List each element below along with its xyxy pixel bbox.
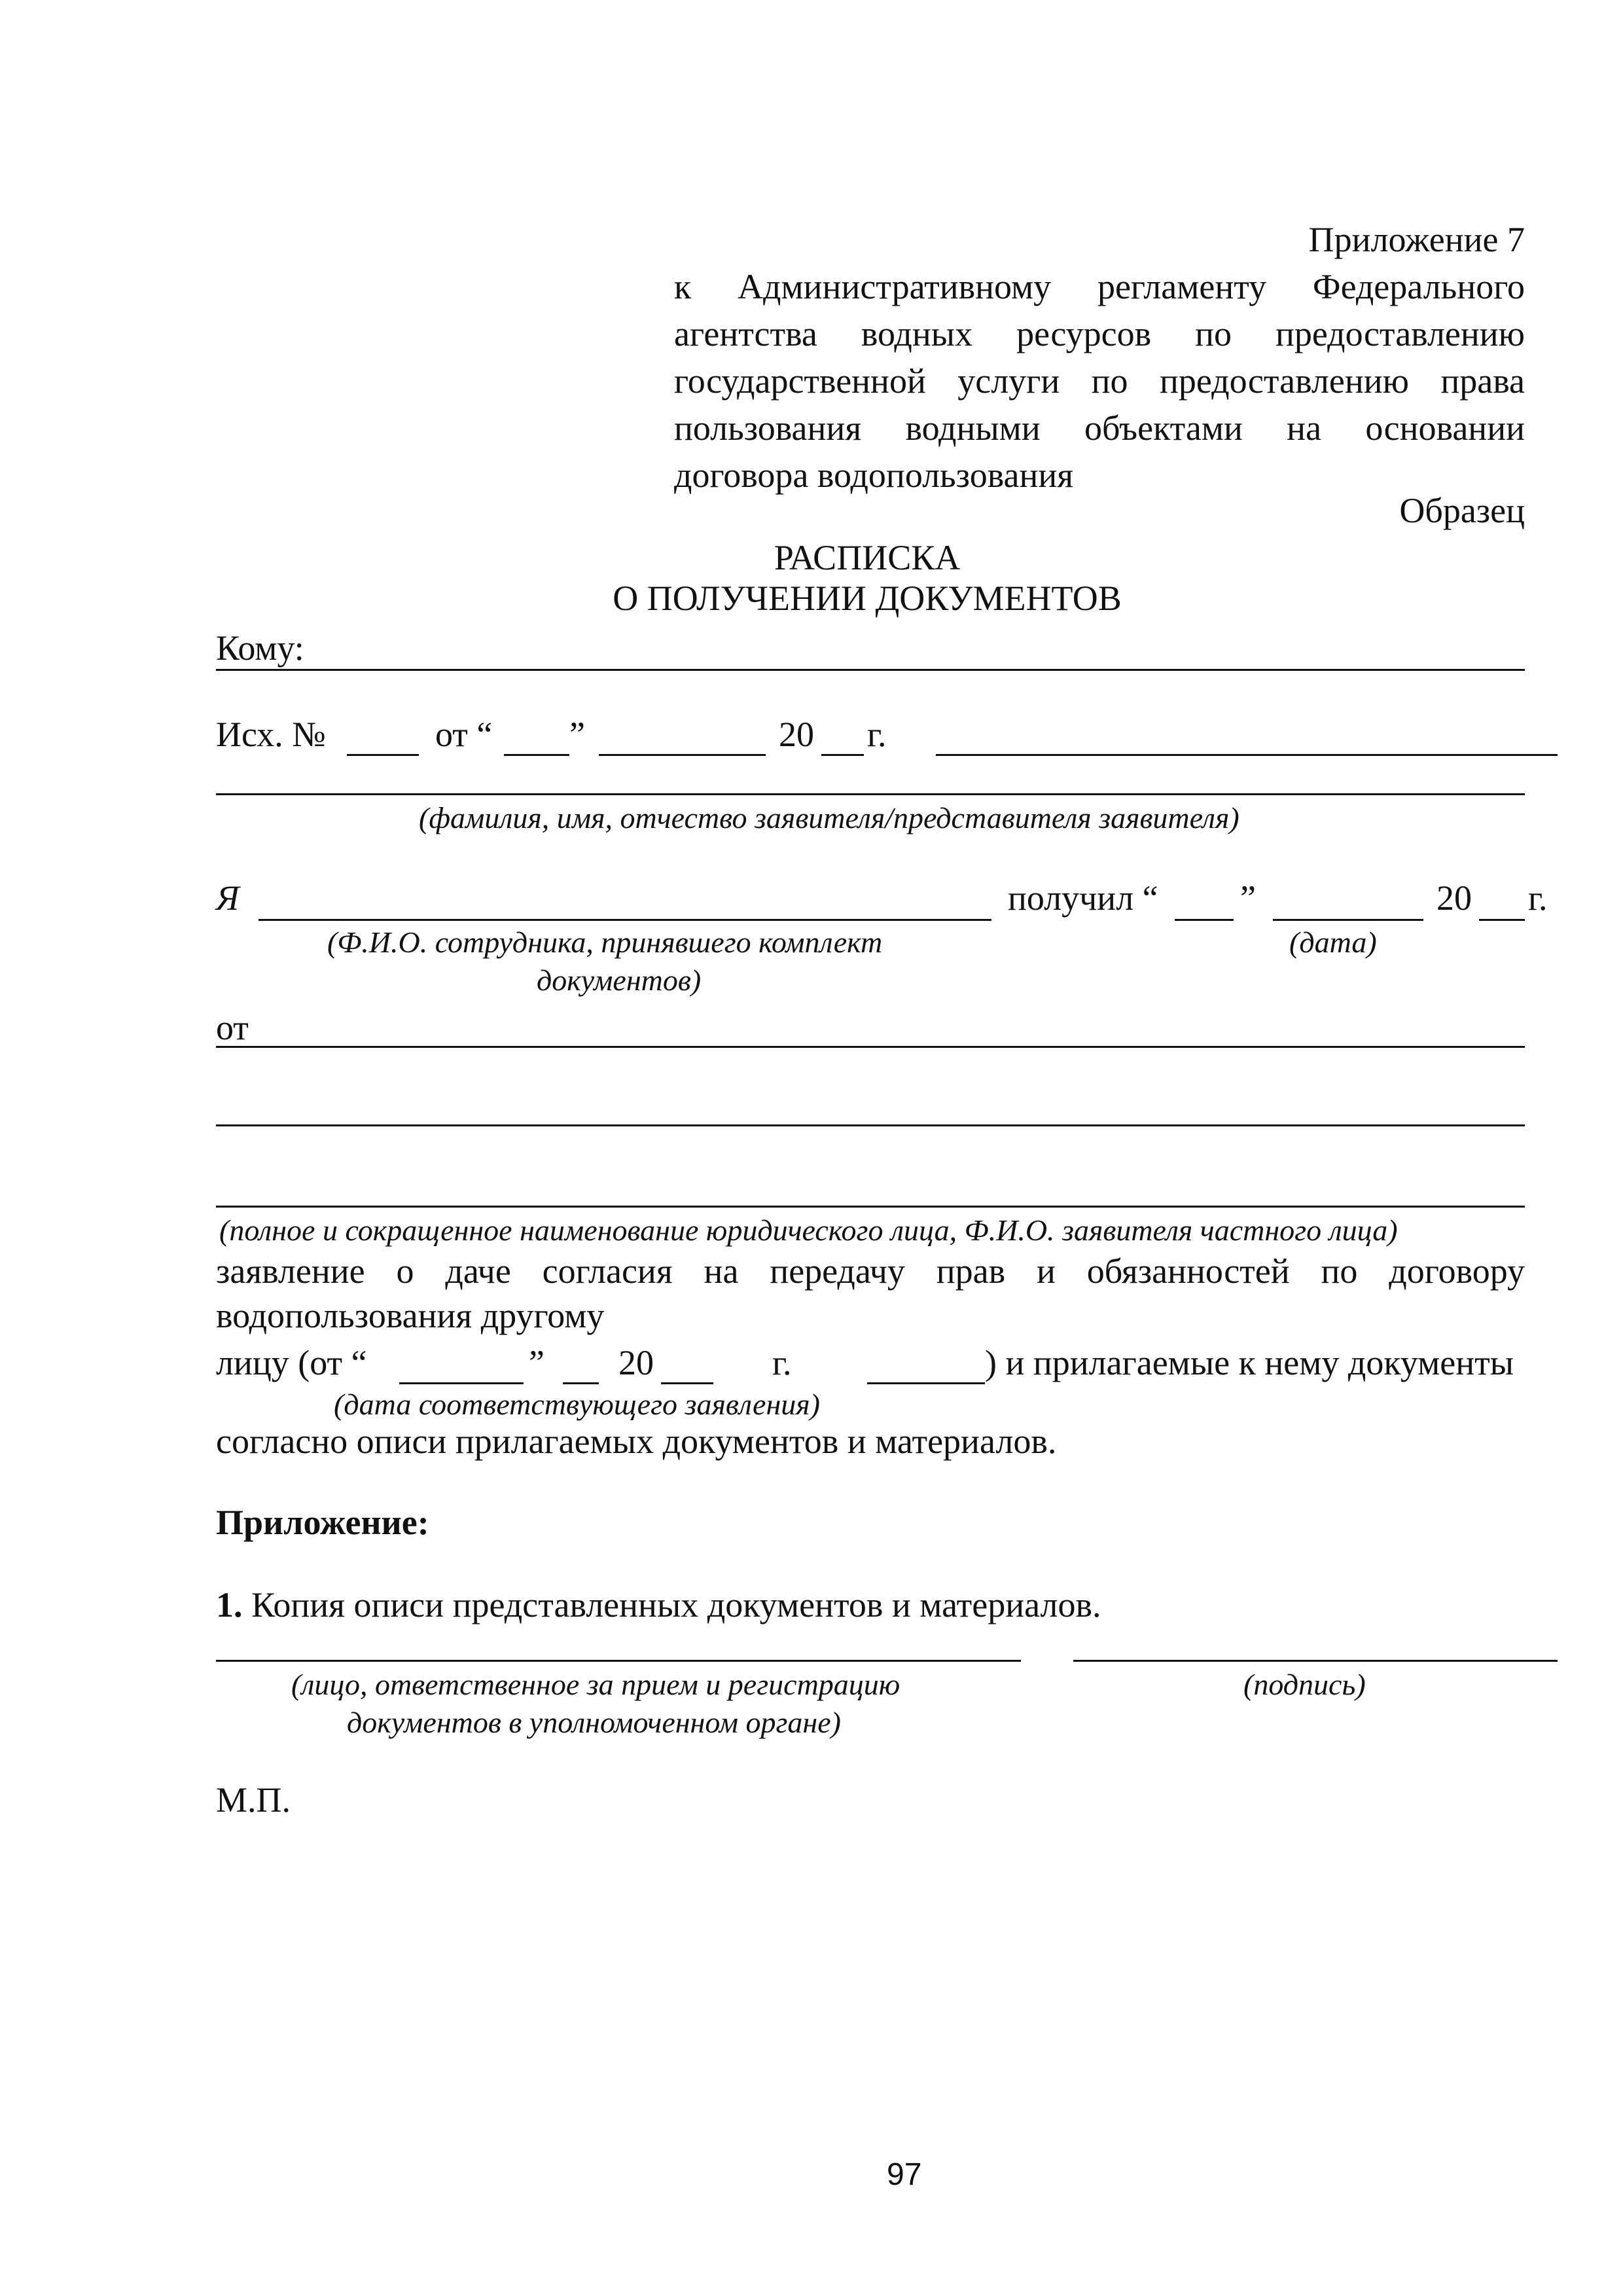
employee-caption-2: документов) — [537, 963, 702, 997]
received-day-line[interactable] — [1175, 919, 1234, 921]
date-caption: (дата) — [1289, 925, 1377, 959]
page-number: 97 — [887, 2157, 922, 2192]
received-label: получил “ — [1008, 878, 1158, 918]
org-caption: (полное и сокращенное наименование юридического лица, Ф.И.О. заявителя частного лица) — [219, 1213, 1398, 1247]
quote-close: ” — [569, 715, 585, 754]
org-line-2[interactable] — [216, 1124, 1525, 1126]
person-from: лицу (от “ — [216, 1343, 367, 1382]
annex-line: договора водопользования — [674, 456, 1074, 495]
statement-number-line[interactable] — [867, 1382, 985, 1384]
annex-title: Приложение 7 — [1308, 220, 1525, 259]
statement-year-suffix: г. — [772, 1343, 792, 1382]
appendix-item-text: Копия описи представленных документов и материалов. — [251, 1585, 1101, 1624]
org-line-3[interactable] — [216, 1206, 1525, 1208]
annex-line: пользования водными объектами на основании — [674, 408, 1525, 448]
responsible-caption-2: документов в уполномоченном органе) — [347, 1706, 841, 1739]
received-month-line[interactable] — [1273, 919, 1423, 921]
outgoing-extra-line[interactable] — [936, 754, 1558, 756]
received-year-suffix: г. — [1528, 878, 1548, 918]
responsible-person-line[interactable] — [216, 1660, 1021, 1662]
outgoing-number-line[interactable] — [347, 754, 419, 756]
org-line-1[interactable] — [216, 1046, 1525, 1048]
doc-title: РАСПИСКА — [774, 538, 961, 577]
outgoing-month-line[interactable] — [599, 754, 766, 756]
to-label: Кому: — [216, 628, 304, 668]
to-field-line[interactable] — [216, 669, 1525, 671]
received-year-line[interactable] — [1479, 919, 1525, 921]
statement-line-2: водопользования другому — [216, 1296, 605, 1335]
appendix-heading: Приложение: — [216, 1503, 429, 1542]
statement-line-1: заявление о даче согласия на передачу прав и обязанностей по договору — [216, 1251, 1525, 1291]
outgoing-day-line[interactable] — [504, 754, 569, 756]
statement-quote-close: ” — [529, 1343, 544, 1382]
sample-label: Образец — [1399, 491, 1525, 530]
outgoing-year-line[interactable] — [821, 754, 864, 756]
applicant-caption: (фамилия, имя, отчество заявителя/представителя заявителя) — [419, 801, 1240, 834]
i-label: Я — [216, 878, 240, 918]
from-word: от “ — [435, 715, 493, 754]
employee-name-line[interactable] — [259, 919, 991, 921]
quote-close-2: ” — [1240, 878, 1256, 918]
statement-date-caption: (дата соответствующего заявления) — [334, 1388, 820, 1421]
ot-label: от — [216, 1008, 249, 1047]
year-suffix: г. — [867, 715, 887, 754]
annex-line: агентства водных ресурсов по предоставлению — [674, 314, 1525, 353]
statement-year-line[interactable] — [661, 1382, 713, 1384]
responsible-caption: (лицо, ответственное за прием и регистрацию — [291, 1668, 901, 1701]
received-year-prefix: 20 — [1436, 878, 1472, 918]
signature-line[interactable] — [1073, 1660, 1558, 1662]
appendix-item-number: 1. — [216, 1585, 243, 1624]
statement-year-prefix: 20 — [618, 1343, 654, 1382]
stamp-placeholder: М.П. — [216, 1780, 291, 1820]
according-text: согласно описи прилагаемых документов и материалов. — [216, 1422, 1057, 1461]
outgoing-label: Исх. № — [216, 715, 326, 754]
person-tail: ) и прилагаемые к нему документы — [985, 1343, 1514, 1382]
appendix-item — [216, 1584, 1101, 1626]
employee-caption: (Ф.И.О. сотрудника, принявшего комплект — [327, 925, 883, 959]
doc-subtitle: О ПОЛУЧЕНИИ ДОКУМЕНТОВ — [613, 579, 1122, 618]
annex-line: к Административному регламенту Федерального — [674, 267, 1525, 306]
annex-line: государственной услуги по предоставлению права — [674, 361, 1525, 401]
year-prefix: 20 — [779, 715, 814, 754]
statement-month-line[interactable] — [563, 1382, 599, 1384]
annex-block — [674, 216, 1525, 499]
statement-day-line[interactable] — [399, 1382, 524, 1384]
applicant-name-line[interactable] — [216, 793, 1525, 795]
signature-caption: (подпись) — [1243, 1668, 1366, 1701]
